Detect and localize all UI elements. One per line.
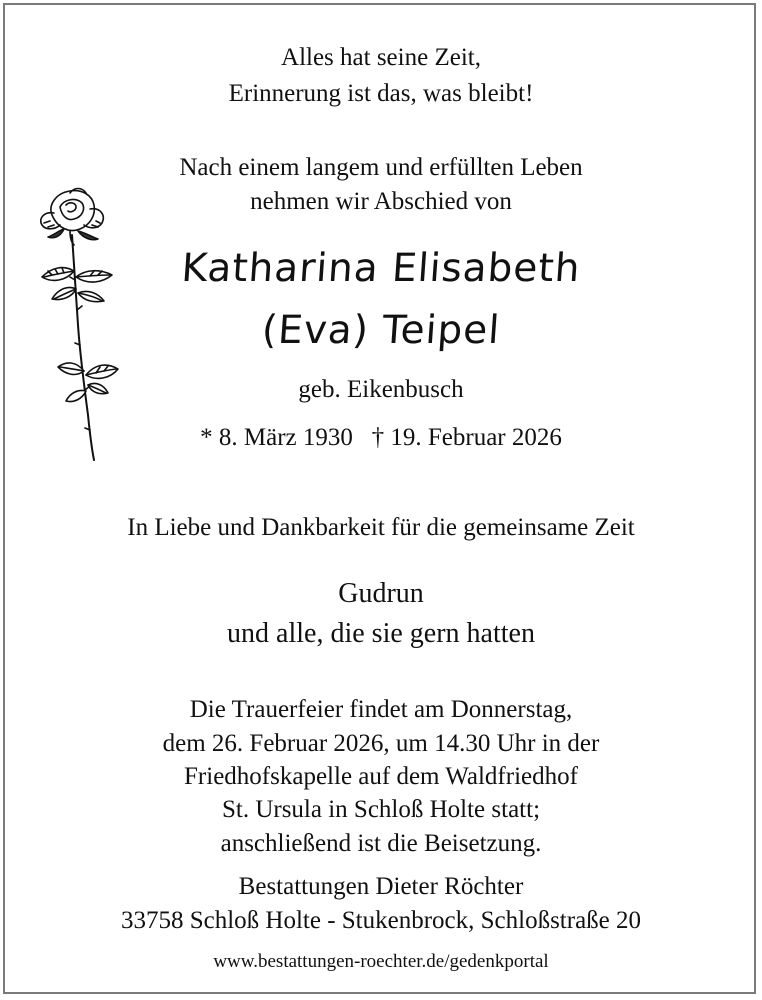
undertaker-address: 33758 Schloß Holte - Stukenbrock, Schloßstraße 20 bbox=[120, 907, 642, 934]
memorial-portal-link[interactable]: www.bestattungen-roechter.de/gedenkportal bbox=[213, 951, 549, 972]
motto-line-2: Erinnerung ist das, was bleibt! bbox=[228, 80, 534, 107]
undertaker-name: Bestattungen Dieter Röchter bbox=[238, 873, 524, 900]
service-line-1: Die Trauerfeier findet am Donnerstag, bbox=[189, 696, 573, 723]
thanks-line: In Liebe und Dankbarkeit für die gemeinsame Zeit bbox=[127, 514, 635, 541]
motto-line-1: Alles hat seine Zeit, bbox=[281, 44, 481, 71]
deceased-name-line-2: (Eva) Teipel bbox=[260, 308, 502, 353]
birth-name: geb. Eikenbusch bbox=[298, 376, 464, 403]
mourners-line-1: Gudrun bbox=[338, 578, 424, 609]
deceased-name-line-1: Katharina Elisabeth bbox=[179, 246, 583, 291]
service-line-5: anschließend ist die Beisetzung. bbox=[220, 830, 542, 857]
service-line-3: Friedhofskapelle auf dem Waldfriedhof bbox=[184, 763, 578, 790]
service-line-2: dem 26. Februar 2026, um 14.30 Uhr in der bbox=[162, 730, 600, 757]
service-line-4: St. Ursula in Schloß Holte statt; bbox=[221, 796, 541, 823]
life-dates: * 8. März 1930 † 19. Februar 2026 bbox=[200, 424, 562, 451]
intro-line-2: nehmen wir Abschied von bbox=[250, 188, 512, 215]
mourners-line-2: und alle, die sie gern hatten bbox=[227, 618, 535, 649]
intro-line-1: Nach einem langem und erfüllten Leben bbox=[179, 154, 583, 181]
